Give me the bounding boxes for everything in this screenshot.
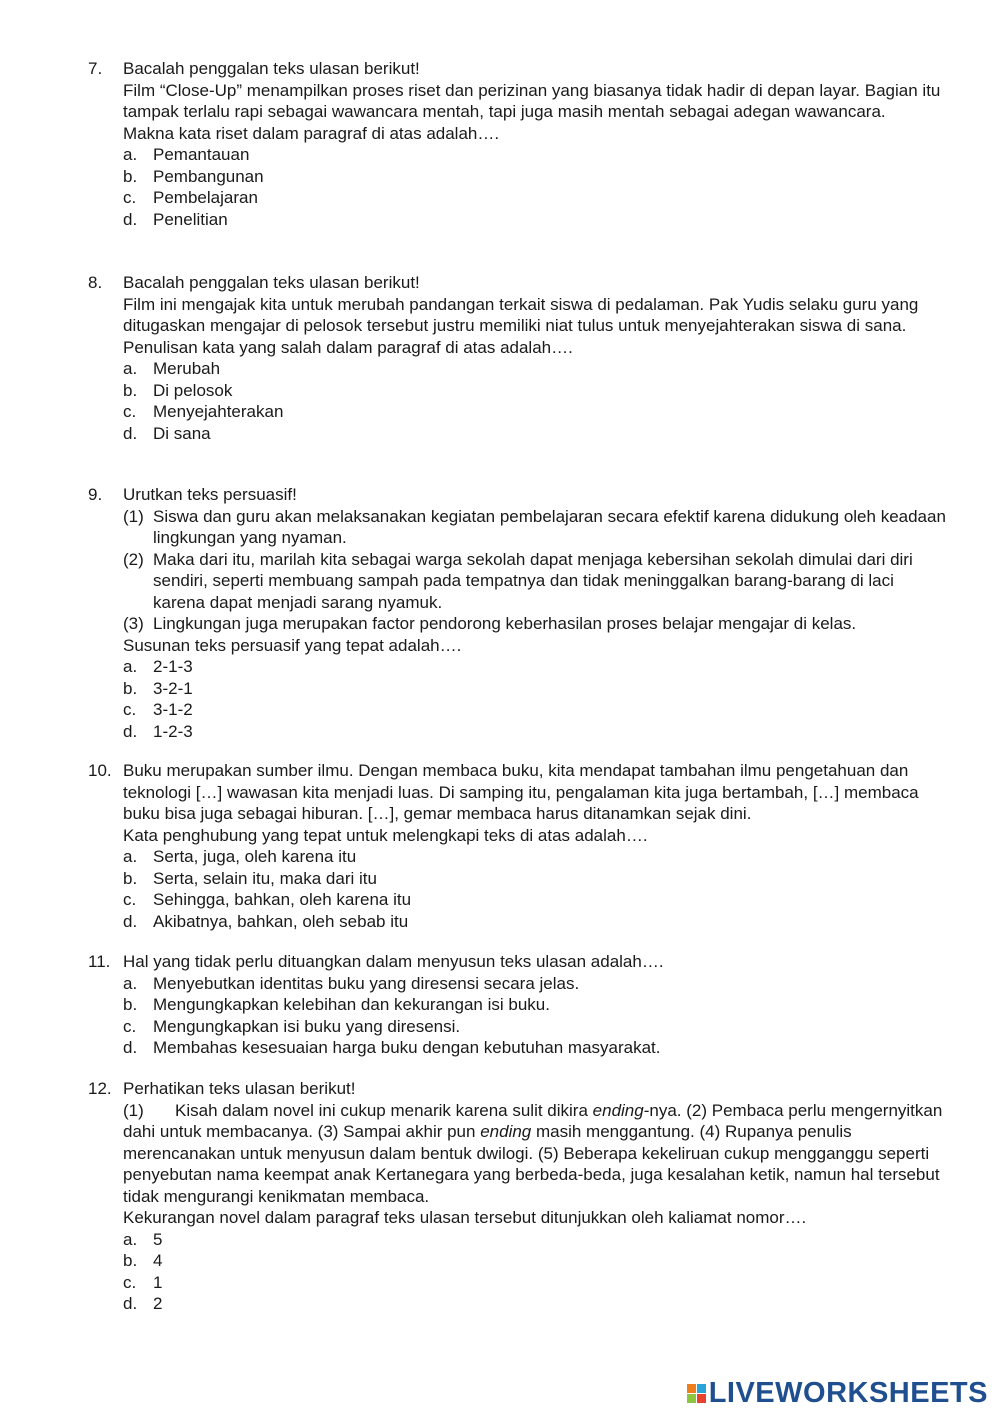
question-7 xyxy=(88,58,948,230)
question-intro: Perhatikan teks ulasan berikut! xyxy=(123,1079,356,1098)
option-text: 1-2-3 xyxy=(153,721,193,741)
option-text: Menyebutkan identitas buku yang diresensi secara jelas. xyxy=(153,973,580,993)
question-prompt: Penulisan kata yang salah dalam paragraf di atas adalah…. xyxy=(123,337,573,357)
sentence-item xyxy=(123,613,948,635)
question-12 xyxy=(88,1078,948,1315)
brand-name: LIVEWORKSHEETS xyxy=(708,1376,988,1409)
question-intro: Bacalah penggalan teks ulasan berikut! xyxy=(123,273,420,292)
option-text: Akibatnya, bahkan, oleh sebab itu xyxy=(153,911,409,931)
passage-emphasis: ending xyxy=(480,1122,532,1141)
question-number: 12. xyxy=(88,1079,112,1098)
liveworksheets-logo[interactable] xyxy=(687,1376,988,1409)
option-letter: d. xyxy=(123,911,138,931)
answer-options xyxy=(123,973,948,1059)
sentence-label: (1) xyxy=(123,506,144,526)
answer-option-c[interactable] xyxy=(123,699,948,721)
sentence-label: (2) xyxy=(123,549,144,569)
answer-options xyxy=(123,846,948,932)
question-prompt: Kata penghubung yang tepat untuk melengkapi teks di atas adalah…. xyxy=(123,825,648,845)
option-text: Penelitian xyxy=(153,209,228,229)
option-letter: a. xyxy=(123,359,138,378)
option-letter: a. xyxy=(123,973,138,993)
question-prompt: Susunan teks persuasif yang tepat adalah…. xyxy=(123,635,462,655)
passage-text: masih menggantung. (4) Rupanya penulis merencanakan untuk menyusun dalam bentuk dwilogi. (5) Beberapa kekeliruan cukup mengganggu seperti penyebutan nama keempat anak Kertanegara yang berbeda-beda, juga kesalahan ketik, namun hal tersebut tidak mengurangi kenikmatan membaca. xyxy=(123,1122,940,1206)
option-text: Sehingga, bahkan, oleh karena itu xyxy=(153,890,412,909)
option-text: Mengungkapkan kelebihan dan kekurangan isi buku. xyxy=(153,995,550,1014)
answer-option-c[interactable] xyxy=(123,1272,948,1294)
question-number: 8. xyxy=(88,273,103,292)
answer-options xyxy=(123,144,948,230)
sentence-list xyxy=(123,506,948,635)
answer-options xyxy=(123,656,948,742)
option-letter: d. xyxy=(123,1294,138,1313)
answer-option-d[interactable] xyxy=(123,209,948,231)
answer-option-b[interactable] xyxy=(123,1250,948,1272)
option-letter: b. xyxy=(123,678,138,698)
answer-option-a[interactable] xyxy=(123,358,948,380)
question-number: 11. xyxy=(88,952,111,971)
passage-text: Kisah dalam novel ini cukup menarik karena sulit dikira xyxy=(175,1100,593,1120)
option-text: 3-1-2 xyxy=(153,700,193,719)
question-passage: Buku merupakan sumber ilmu. Dengan membaca buku, kita mendapat tambahan ilmu pengetahuan dan teknologi […] wawasan kita menjadi luas. Di samping itu, pengalaman kita juga bertambah, […] membaca buku bisa juga sebagai hiburan. […], gemar membaca harus ditanamkan sejak dini. xyxy=(123,761,919,823)
question-passage: Film “Close-Up” menampilkan proses riset dan perizinan yang biasanya tidak hadir di depan layar. Bagian itu tampak terlalu rapi sebagai wawancara mentah, tapi juga masih mentah sebagai adegan wawancara. xyxy=(123,80,941,121)
answer-option-d[interactable] xyxy=(123,423,948,445)
question-prompt: Kekurangan novel dalam paragraf teks ulasan tersebut ditunjukkan oleh kaliamat nomor…. xyxy=(123,1208,807,1227)
option-text: Serta, juga, oleh karena itu xyxy=(153,847,357,866)
answer-option-b[interactable] xyxy=(123,166,948,188)
answer-option-c[interactable] xyxy=(123,889,948,911)
option-letter: d. xyxy=(123,721,138,741)
question-intro: Bacalah penggalan teks ulasan berikut! xyxy=(123,59,420,78)
answer-option-d[interactable] xyxy=(123,1293,948,1315)
sentence-text: Lingkungan juga merupakan factor pendorong keberhasilan proses belajar mengajar di kelas. xyxy=(153,614,857,633)
answer-option-a[interactable] xyxy=(123,973,948,995)
option-letter: c. xyxy=(123,700,137,719)
option-text: 4 xyxy=(153,1251,163,1270)
answer-option-b[interactable] xyxy=(123,678,948,700)
option-text: Merubah xyxy=(153,359,221,378)
answer-option-a[interactable] xyxy=(123,144,948,166)
answer-option-c[interactable] xyxy=(123,1016,948,1038)
answer-option-b[interactable] xyxy=(123,380,948,402)
question-prompt: Makna kata riset dalam paragraf di atas adalah…. xyxy=(123,123,500,143)
sentence-label: (3) xyxy=(123,614,144,633)
option-text: 2-1-3 xyxy=(153,657,193,676)
answer-option-d[interactable] xyxy=(123,721,948,743)
answer-options xyxy=(123,358,948,444)
answer-option-c[interactable] xyxy=(123,401,948,423)
question-8 xyxy=(88,272,948,444)
answer-option-d[interactable] xyxy=(123,1037,948,1059)
answer-option-a[interactable] xyxy=(123,846,948,868)
answer-option-c[interactable] xyxy=(123,187,948,209)
option-text: Pembangunan xyxy=(153,166,264,186)
option-letter: b. xyxy=(123,166,138,186)
option-text: Pemantauan xyxy=(153,145,250,164)
question-passage: Film ini mengajak kita untuk merubah pandangan terkait siswa di pedalaman. Pak Yudis selaku guru yang ditugaskan mengajar di pelosok tersebut justru memiliki niat tulus untuk menyejahterakan siswa di sana. xyxy=(123,294,919,335)
passage-text: -nya. (2) Pembaca perlu mengernyitkan dahi untuk membacanya. (3) Sampai akhir pun xyxy=(123,1100,943,1141)
answer-options xyxy=(123,1229,948,1315)
answer-option-b[interactable] xyxy=(123,868,948,890)
question-9 xyxy=(88,484,948,742)
option-text: 2 xyxy=(153,1294,163,1313)
question-intro: Urutkan teks persuasif! xyxy=(123,485,297,504)
option-letter: d. xyxy=(123,1038,138,1057)
option-text: 3-2-1 xyxy=(153,678,193,698)
answer-option-b[interactable] xyxy=(123,994,948,1016)
question-prompt: Hal yang tidak perlu dituangkan dalam menyusun teks ulasan adalah…. xyxy=(123,952,664,971)
option-letter: b. xyxy=(123,868,138,888)
option-letter: d. xyxy=(123,423,138,443)
option-letter: a. xyxy=(123,145,138,164)
question-11 xyxy=(88,951,948,1059)
passage-emphasis: ending xyxy=(592,1100,644,1120)
option-letter: c. xyxy=(123,1272,137,1292)
sentence-item xyxy=(123,506,948,549)
option-letter: c. xyxy=(123,890,137,909)
option-text: 5 xyxy=(153,1229,163,1249)
question-number: 7. xyxy=(88,59,103,78)
question-passage xyxy=(123,1100,948,1208)
option-letter: b. xyxy=(123,380,138,400)
sentence-text: Maka dari itu, marilah kita sebagai warga sekolah dapat menjaga kebersihan sekolah dimulai dari diri sendiri, seperti membuang sampah pada tempatnya dan tidak meninggalkan barang-barang di laci karena dapat menjadi sarang nyamuk. xyxy=(153,549,913,612)
question-number: 9. xyxy=(88,485,103,504)
answer-option-a[interactable] xyxy=(123,656,948,678)
answer-option-a[interactable] xyxy=(123,1229,948,1251)
option-letter: a. xyxy=(123,1229,138,1249)
question-10 xyxy=(88,760,948,932)
option-text: Menyejahterakan xyxy=(153,402,284,421)
question-number: 10. xyxy=(88,761,112,780)
passage-label: (1) xyxy=(123,1100,144,1120)
sentence-item xyxy=(123,549,948,614)
option-letter: a. xyxy=(123,847,138,866)
option-letter: b. xyxy=(123,1251,138,1270)
option-text: Serta, selain itu, maka dari itu xyxy=(153,868,377,888)
option-letter: a. xyxy=(123,657,138,676)
option-text: Pembelajaran xyxy=(153,188,258,207)
liveworksheets-logo-icon xyxy=(687,1384,706,1403)
option-text: Mengungkapkan isi buku yang diresensi. xyxy=(153,1016,461,1036)
option-letter: c. xyxy=(123,188,137,207)
sentence-text: Siswa dan guru akan melaksanakan kegiatan pembelajaran secara efektif karena didukung oleh keadaan lingkungan yang nyaman. xyxy=(153,506,946,547)
option-letter: d. xyxy=(123,209,138,229)
option-text: 1 xyxy=(153,1272,163,1292)
option-letter: b. xyxy=(123,995,138,1014)
answer-option-d[interactable] xyxy=(123,911,948,933)
option-letter: c. xyxy=(123,402,137,421)
option-text: Di pelosok xyxy=(153,380,233,400)
option-text: Di sana xyxy=(153,423,211,443)
option-text: Membahas kesesuaian harga buku dengan kebutuhan masyarakat. xyxy=(153,1038,661,1057)
option-letter: c. xyxy=(123,1016,137,1036)
